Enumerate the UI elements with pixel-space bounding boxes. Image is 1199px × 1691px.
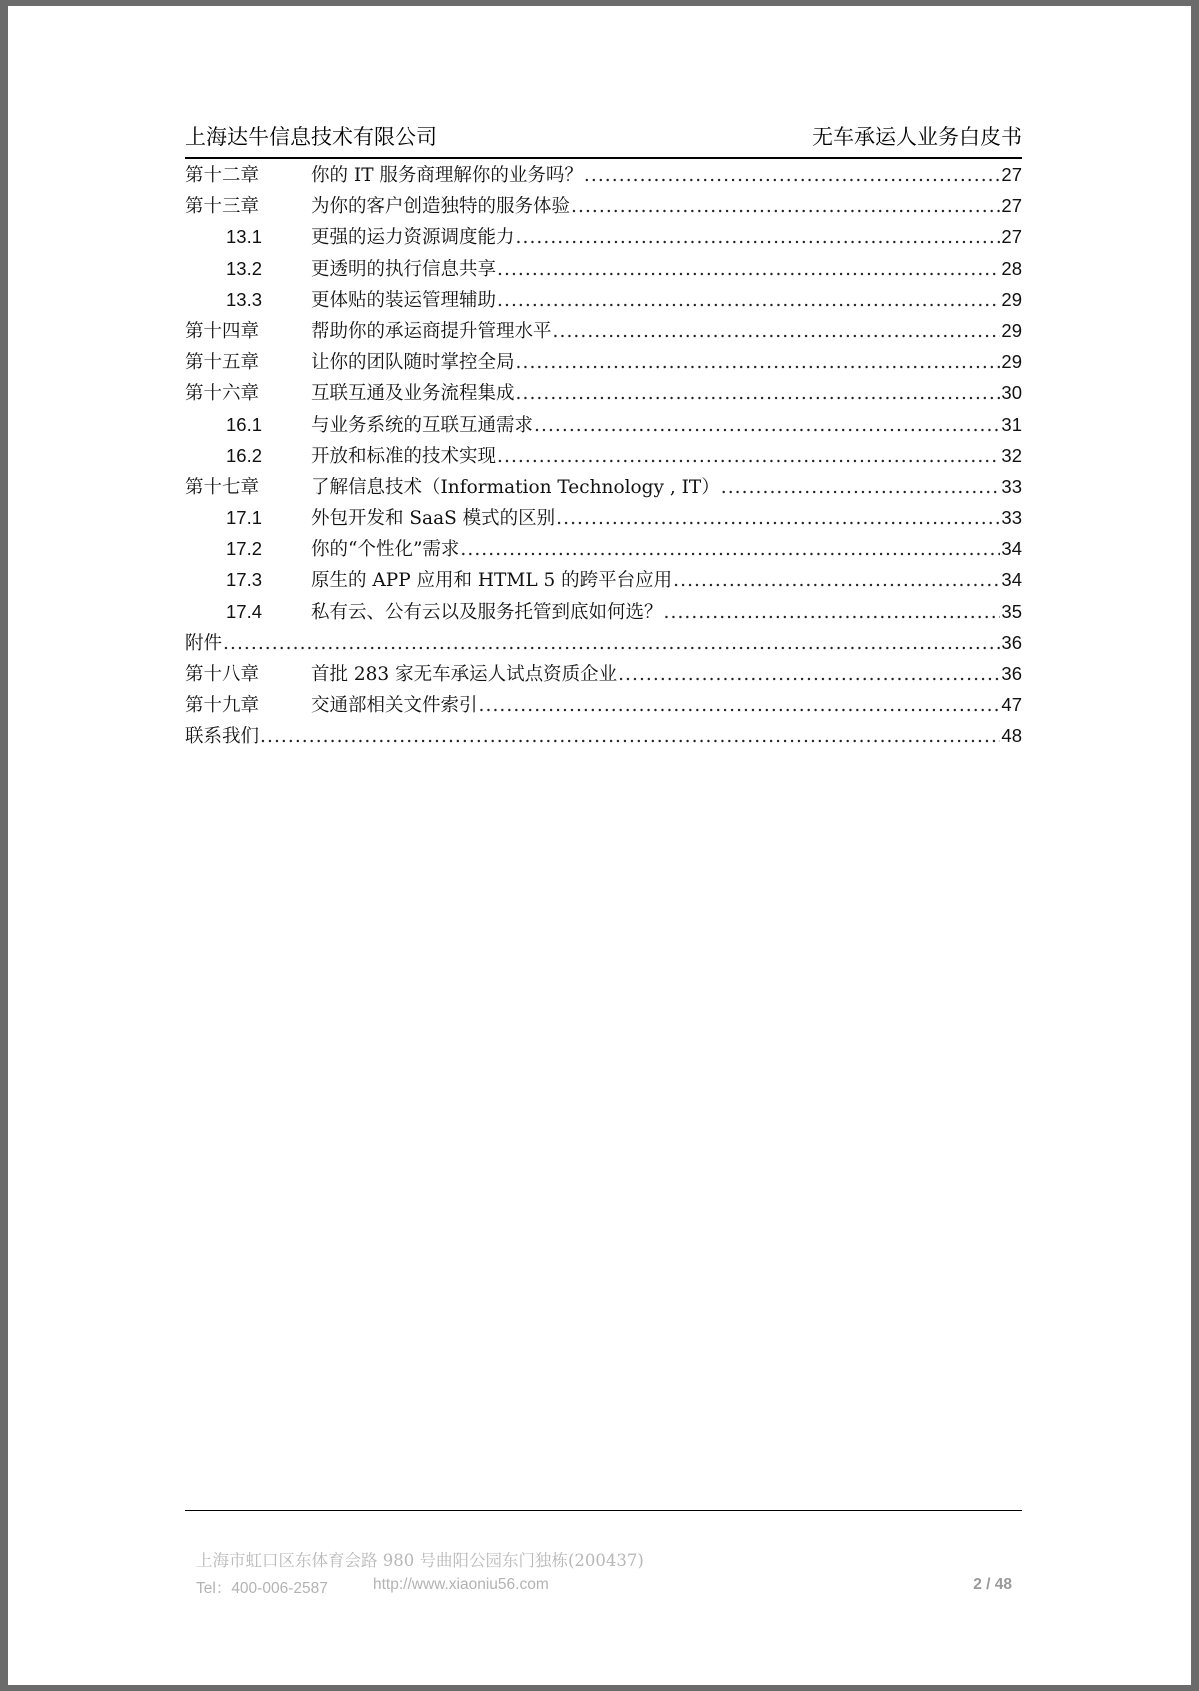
toc-entry-number: 17.3 bbox=[226, 569, 263, 591]
toc-entry-page: 36 bbox=[1001, 663, 1022, 684]
toc-entry-page: 27 bbox=[1001, 164, 1022, 185]
page-number: 2 / 48 bbox=[973, 1576, 1012, 1593]
toc-dot-leader bbox=[673, 565, 1000, 596]
toc-entry-page: 36 bbox=[1001, 631, 1022, 653]
toc-entry-title: 帮助你的承运商提升管理水平 bbox=[311, 320, 552, 342]
toc-entry-title: 更强的运力资源调度能力 bbox=[311, 227, 515, 249]
toc-entry-page: 32 bbox=[1001, 444, 1022, 466]
page-header bbox=[185, 119, 1022, 159]
toc-dot-leader bbox=[497, 285, 1000, 316]
toc-entry[interactable] bbox=[185, 533, 1022, 564]
toc-dot-leader bbox=[571, 191, 1000, 222]
toc-entry-page: 28 bbox=[1001, 257, 1022, 279]
toc-entry-title: 联系我们 bbox=[185, 726, 260, 748]
toc-entry-title: 了解信息技术（Information Technology , IT） bbox=[311, 476, 720, 498]
toc-dot-leader bbox=[479, 690, 1001, 721]
toc-entry-title: 开放和标准的技术实现 bbox=[311, 445, 497, 467]
toc-entry-page: 48 bbox=[1001, 725, 1022, 747]
toc-dot-leader bbox=[497, 254, 1000, 285]
toc-dot-leader bbox=[497, 441, 1000, 472]
toc-dot-leader bbox=[516, 378, 1001, 409]
company-name: 上海达牛信息技术有限公司 bbox=[185, 125, 437, 149]
toc-entry[interactable] bbox=[185, 315, 1022, 346]
toc-entry[interactable] bbox=[185, 471, 1022, 502]
toc-entry-number: 17.1 bbox=[226, 507, 263, 529]
toc-entry-title: 与业务系统的互联互通需求 bbox=[311, 414, 534, 436]
toc-entry-number: 第十九章 bbox=[185, 695, 260, 717]
toc-entry[interactable] bbox=[185, 689, 1022, 720]
toc-dot-leader bbox=[618, 659, 1000, 690]
toc-entry[interactable] bbox=[185, 596, 1022, 627]
toc-entry-page: 29 bbox=[1001, 319, 1022, 341]
toc-entry-number: 16.1 bbox=[226, 413, 263, 435]
toc-entry-page: 29 bbox=[1001, 288, 1022, 310]
toc-entry[interactable] bbox=[185, 221, 1022, 252]
footer-phone: Tel：400-006-2587 bbox=[196, 1580, 328, 1597]
toc-entry-title: 你的 IT 服务商理解你的业务吗？ bbox=[311, 165, 583, 186]
footer-address: 上海市虹口区东体育会路 980 号曲阳公园东门独栋(200437) bbox=[196, 1551, 644, 1570]
toc-entry-title: 交通部相关文件索引 bbox=[311, 695, 478, 717]
toc-dot-leader bbox=[516, 347, 1001, 378]
toc-entry-number: 第十六章 bbox=[185, 383, 260, 405]
toc-entry[interactable] bbox=[185, 253, 1022, 284]
toc-entry[interactable] bbox=[185, 284, 1022, 315]
toc-entry-number: 17.2 bbox=[226, 538, 263, 560]
toc-entry-page: 33 bbox=[1001, 507, 1022, 529]
toc-entry-number: 16.2 bbox=[226, 444, 263, 466]
toc-entry-page: 27 bbox=[1001, 195, 1022, 217]
toc-entry-title: 原生的 APP 应用和 HTML 5 的跨平台应用 bbox=[311, 570, 673, 592]
toc-dot-leader bbox=[721, 472, 1001, 503]
toc-entry[interactable] bbox=[185, 377, 1022, 408]
toc-entry-number: 第十二章 bbox=[185, 165, 260, 186]
toc-dot-leader bbox=[460, 534, 1000, 565]
toc-entry[interactable] bbox=[185, 720, 1022, 751]
toc-entry-page: 35 bbox=[1001, 600, 1022, 622]
document-title: 无车承运人业务白皮书 bbox=[812, 125, 1022, 149]
toc-entry-number: 第十八章 bbox=[185, 664, 260, 685]
toc-entry-page: 34 bbox=[1001, 538, 1022, 560]
toc-dot-leader bbox=[664, 597, 1001, 628]
toc-entry-title: 互联互通及业务流程集成 bbox=[311, 383, 515, 405]
toc-entry-number: 第十五章 bbox=[185, 352, 260, 374]
toc-entry-title: 首批 283 家无车承运人试点资质企业 bbox=[311, 664, 618, 685]
toc-entry-title: 更透明的执行信息共享 bbox=[311, 258, 497, 280]
toc-entry[interactable] bbox=[185, 409, 1022, 440]
document-page bbox=[8, 6, 1191, 1685]
toc-dot-leader bbox=[260, 721, 1000, 752]
footer-divider bbox=[185, 1510, 1022, 1511]
toc-entry-title: 私有云、公有云以及服务托管到底如何选？ bbox=[311, 601, 663, 623]
toc-entry[interactable] bbox=[185, 564, 1022, 595]
toc-entry[interactable] bbox=[185, 627, 1022, 658]
toc-entry-title: 为你的客户创造独特的服务体验 bbox=[311, 196, 571, 218]
toc-entry[interactable] bbox=[185, 658, 1022, 689]
toc-dot-leader bbox=[556, 503, 1000, 534]
toc-entry-title: 更体贴的装运管理辅助 bbox=[311, 289, 497, 311]
toc-entry-title: 你的“个性化”需求 bbox=[311, 539, 460, 561]
toc-entry[interactable] bbox=[185, 346, 1022, 377]
toc-entry-number: 13.1 bbox=[226, 226, 263, 248]
toc-entry-page: 47 bbox=[1001, 694, 1022, 716]
toc-entry-number: 13.2 bbox=[226, 257, 263, 279]
toc-entry-title: 附件 bbox=[185, 632, 223, 654]
toc-entry-number: 第十四章 bbox=[185, 320, 260, 342]
toc-entry-number: 13.3 bbox=[226, 288, 263, 310]
toc-entry-page: 30 bbox=[1001, 382, 1022, 404]
toc-entry-page: 34 bbox=[1001, 569, 1022, 591]
toc-dot-leader bbox=[516, 222, 1001, 253]
toc-entry-number: 第十三章 bbox=[185, 196, 260, 218]
toc-dot-leader bbox=[534, 410, 1000, 441]
toc-entry-title: 外包开发和 SaaS 模式的区别 bbox=[311, 508, 556, 530]
toc-entry-page: 33 bbox=[1001, 475, 1022, 497]
toc-entry[interactable] bbox=[185, 440, 1022, 471]
toc-dot-leader bbox=[584, 160, 1001, 191]
toc-entry-page: 29 bbox=[1001, 351, 1022, 373]
toc-entry[interactable] bbox=[185, 190, 1022, 221]
toc-dot-leader bbox=[553, 316, 1001, 347]
toc-entry-number: 第十七章 bbox=[185, 476, 260, 498]
table-of-contents bbox=[185, 159, 1022, 752]
footer-website[interactable]: http://www.xiaoniu56.com bbox=[373, 1576, 549, 1593]
toc-entry-page: 31 bbox=[1001, 413, 1022, 435]
toc-entry[interactable] bbox=[185, 502, 1022, 533]
toc-entry-number: 17.4 bbox=[226, 600, 263, 622]
toc-entry-page: 27 bbox=[1001, 226, 1022, 248]
toc-entry[interactable] bbox=[185, 159, 1022, 190]
toc-entry-title: 让你的团队随时掌控全局 bbox=[311, 352, 515, 374]
toc-dot-leader bbox=[223, 628, 1000, 659]
